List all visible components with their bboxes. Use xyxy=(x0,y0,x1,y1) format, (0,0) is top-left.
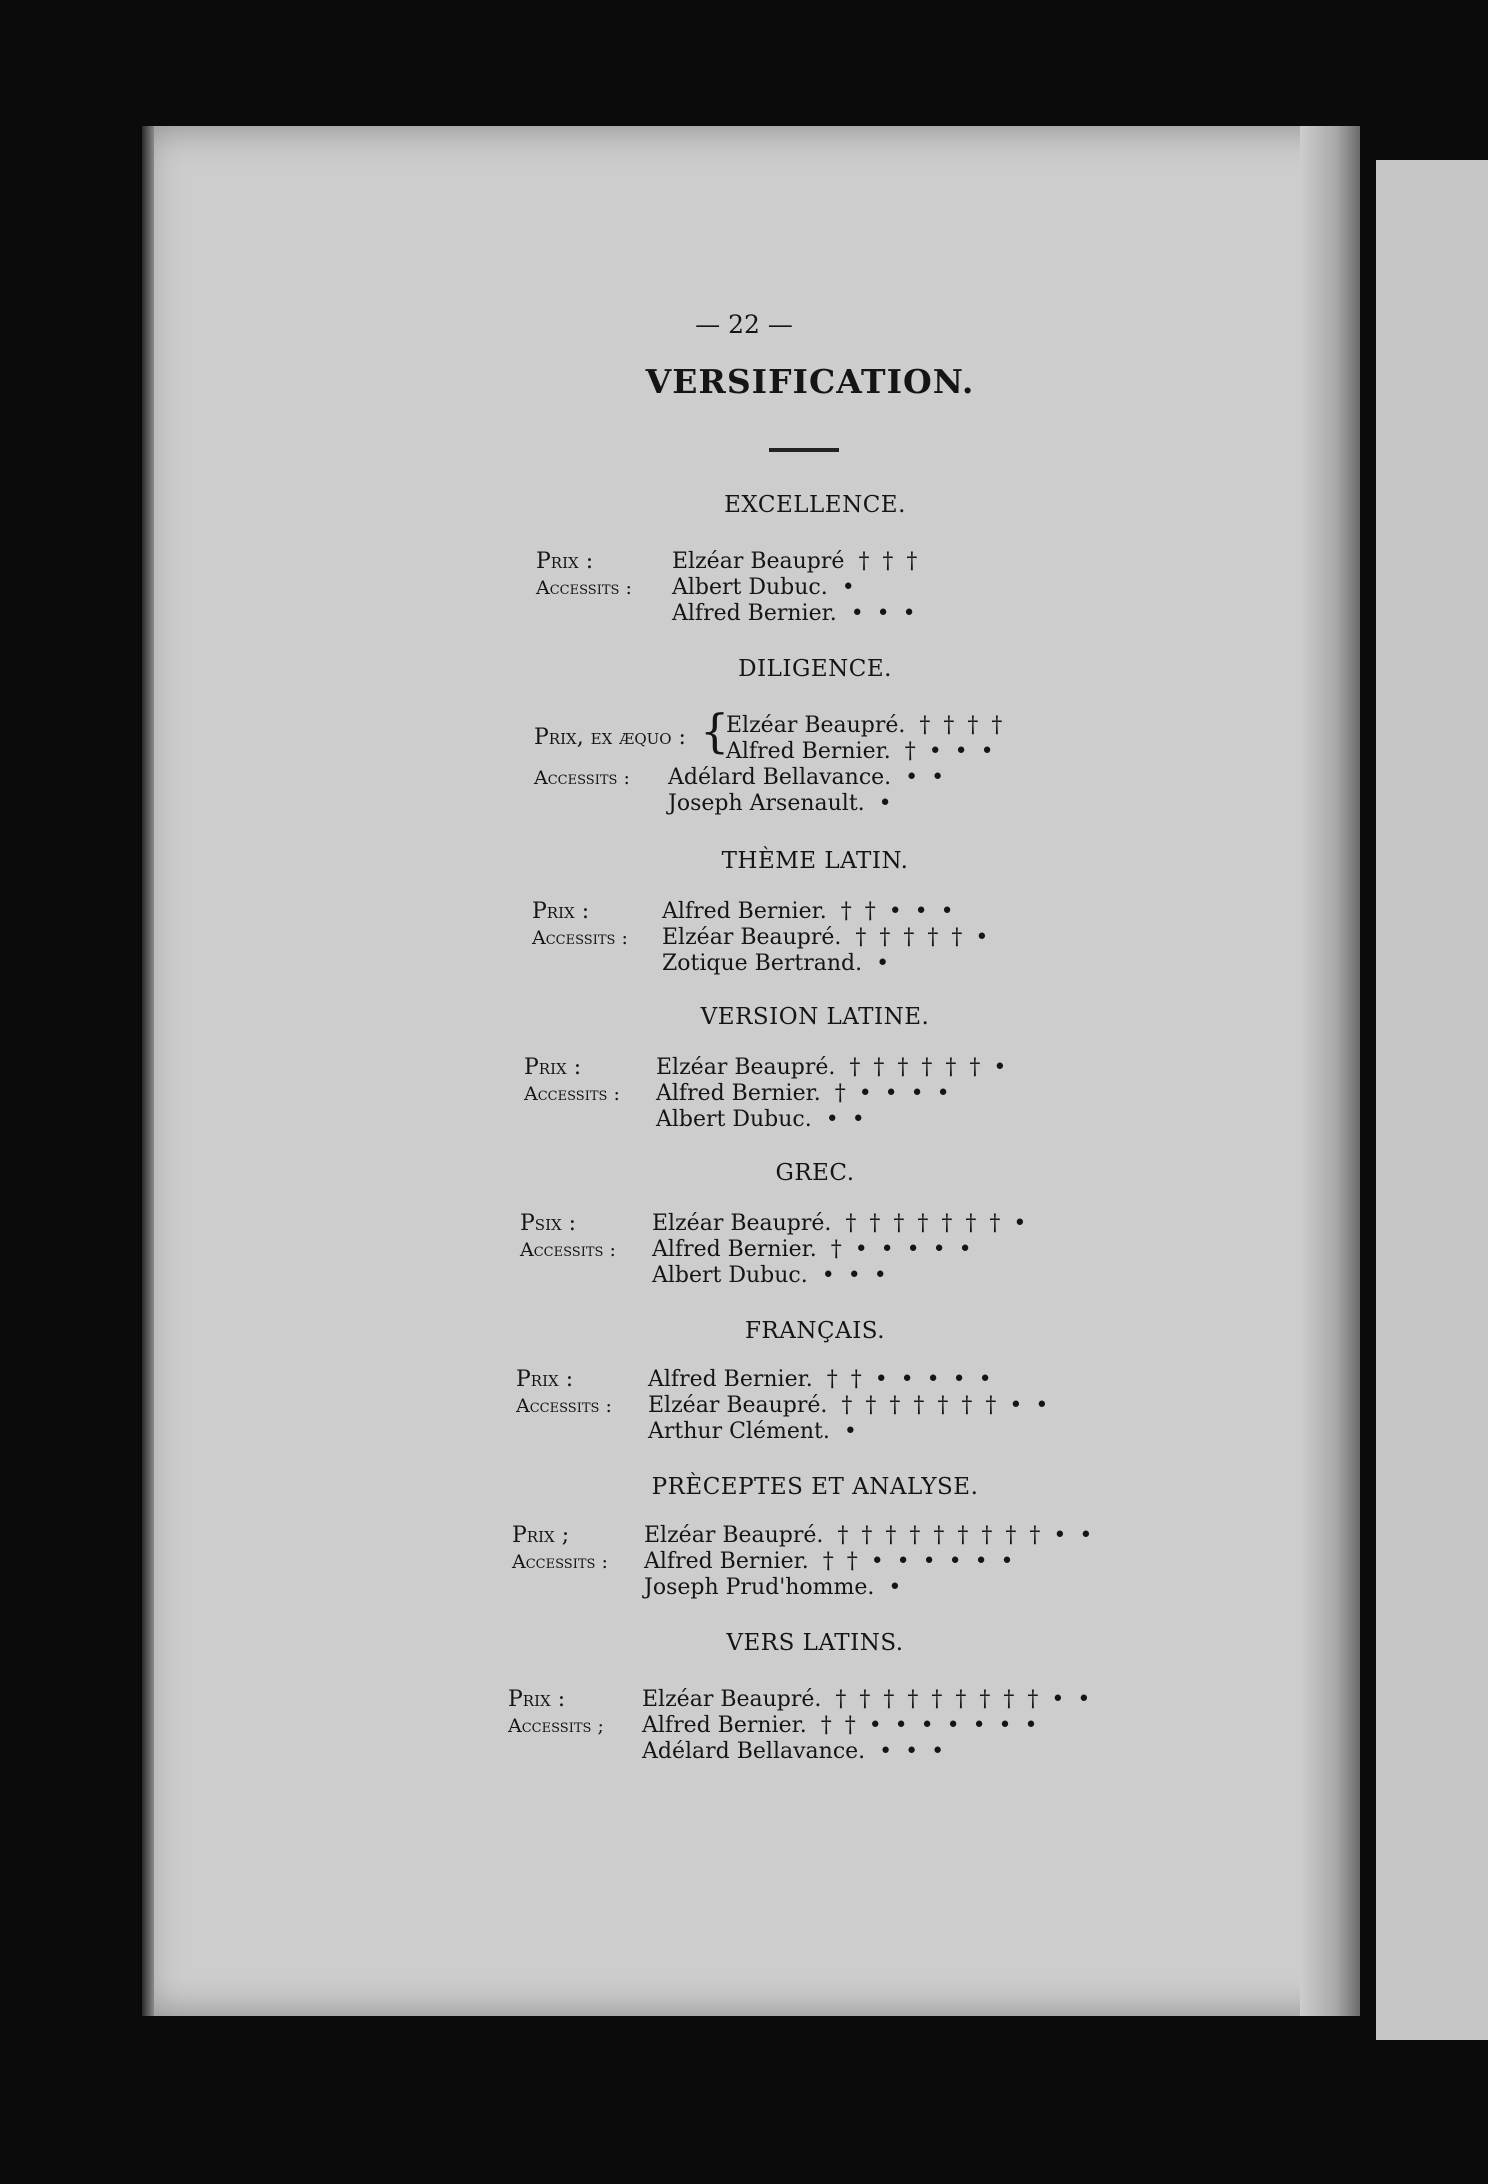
award-entry: Albert Dubuc. • • xyxy=(656,1107,868,1132)
section-heading-version-latine: VERSION LATINE. xyxy=(700,1004,930,1030)
page-spine-shadow xyxy=(142,126,154,2016)
row-label: Psix : xyxy=(520,1211,577,1236)
section-heading-theme-latin: THÈME LATIN. xyxy=(721,848,909,874)
section-heading-diligence: DILIGENCE. xyxy=(738,656,892,682)
page-number: — 22 — xyxy=(695,310,793,339)
page-edge-shadow xyxy=(1300,126,1360,2016)
section-heading-francais: FRANÇAIS. xyxy=(744,1318,886,1344)
award-entry: Elzéar Beaupré. † † † † † † † † † • • xyxy=(644,1523,1096,1548)
title-divider xyxy=(769,448,839,452)
award-entry: Elzéar Beaupré † † † xyxy=(672,549,921,574)
award-entry: Albert Dubuc. • xyxy=(672,575,858,600)
award-entry: Elzéar Beaupré. † † † † † † † • xyxy=(652,1211,1030,1236)
row-label: Prix : xyxy=(508,1687,566,1712)
row-label: Prix ; xyxy=(512,1523,570,1548)
award-entry: Alfred Bernier. † † • • • xyxy=(662,899,957,924)
award-entry: Alfred Bernier. † • • • xyxy=(726,739,997,764)
award-entry: Joseph Prud'homme. • xyxy=(644,1575,905,1600)
section-heading-excellence: EXCELLENCE. xyxy=(724,492,906,518)
brace-mark: { xyxy=(700,704,730,758)
award-entry: Alfred Bernier. † † • • • • • • xyxy=(644,1549,1017,1574)
row-label: Accessits : xyxy=(536,577,632,599)
row-label: Accessits : xyxy=(524,1083,620,1105)
award-entry: Elzéar Beaupré. † † † † † • xyxy=(662,925,992,950)
award-entry: Elzéar Beaupré. † † † † † † • xyxy=(656,1055,1010,1080)
section-heading-preceptes-analyse: PRÈCEPTES ET ANALYSE. xyxy=(651,1474,979,1500)
award-entry: Elzéar Beaupré. † † † † xyxy=(726,713,1006,738)
row-label: Prix : xyxy=(532,899,590,924)
row-label: Accessits : xyxy=(534,767,630,789)
award-entry: Zotique Bertrand. • xyxy=(662,951,893,976)
award-entry: Alfred Bernier. † • • • • xyxy=(656,1081,953,1106)
award-entry: Elzéar Beaupré. † † † † † † † † † • • xyxy=(642,1687,1094,1712)
facing-page-edge xyxy=(1376,160,1488,2040)
row-label: Prix : xyxy=(516,1367,574,1392)
award-entry: Arthur Clément. • xyxy=(648,1419,860,1444)
award-entry: Elzéar Beaupré. † † † † † † † • • xyxy=(648,1393,1052,1418)
award-entry: Alfred Bernier. † • • • • • xyxy=(652,1237,975,1262)
award-entry: Alfred Bernier. † † • • • • • xyxy=(648,1367,995,1392)
row-label: Accessits : xyxy=(516,1395,612,1417)
row-label: Prix : xyxy=(536,549,594,574)
row-label: Accessits ; xyxy=(508,1715,604,1737)
row-label: Accessits : xyxy=(520,1239,616,1261)
page-title: VERSIFICATION. xyxy=(645,362,975,401)
section-heading-grec: GREC. xyxy=(775,1160,855,1186)
award-entry: Alfred Bernier. • • • xyxy=(672,601,919,626)
award-entry: Adélard Bellavance. • • xyxy=(668,765,948,790)
award-entry: Adélard Bellavance. • • • xyxy=(642,1739,948,1764)
row-label: Prix, ex æquo : xyxy=(534,725,686,750)
row-label: Accessits : xyxy=(512,1551,608,1573)
row-label: Prix : xyxy=(524,1055,582,1080)
row-label: Accessits : xyxy=(532,927,628,949)
award-entry: Joseph Arsenault. • xyxy=(668,791,895,816)
award-entry: Albert Dubuc. • • • xyxy=(652,1263,890,1288)
section-heading-vers-latins: VERS LATINS. xyxy=(726,1630,904,1656)
award-entry: Alfred Bernier. † † • • • • • • • xyxy=(642,1713,1041,1738)
